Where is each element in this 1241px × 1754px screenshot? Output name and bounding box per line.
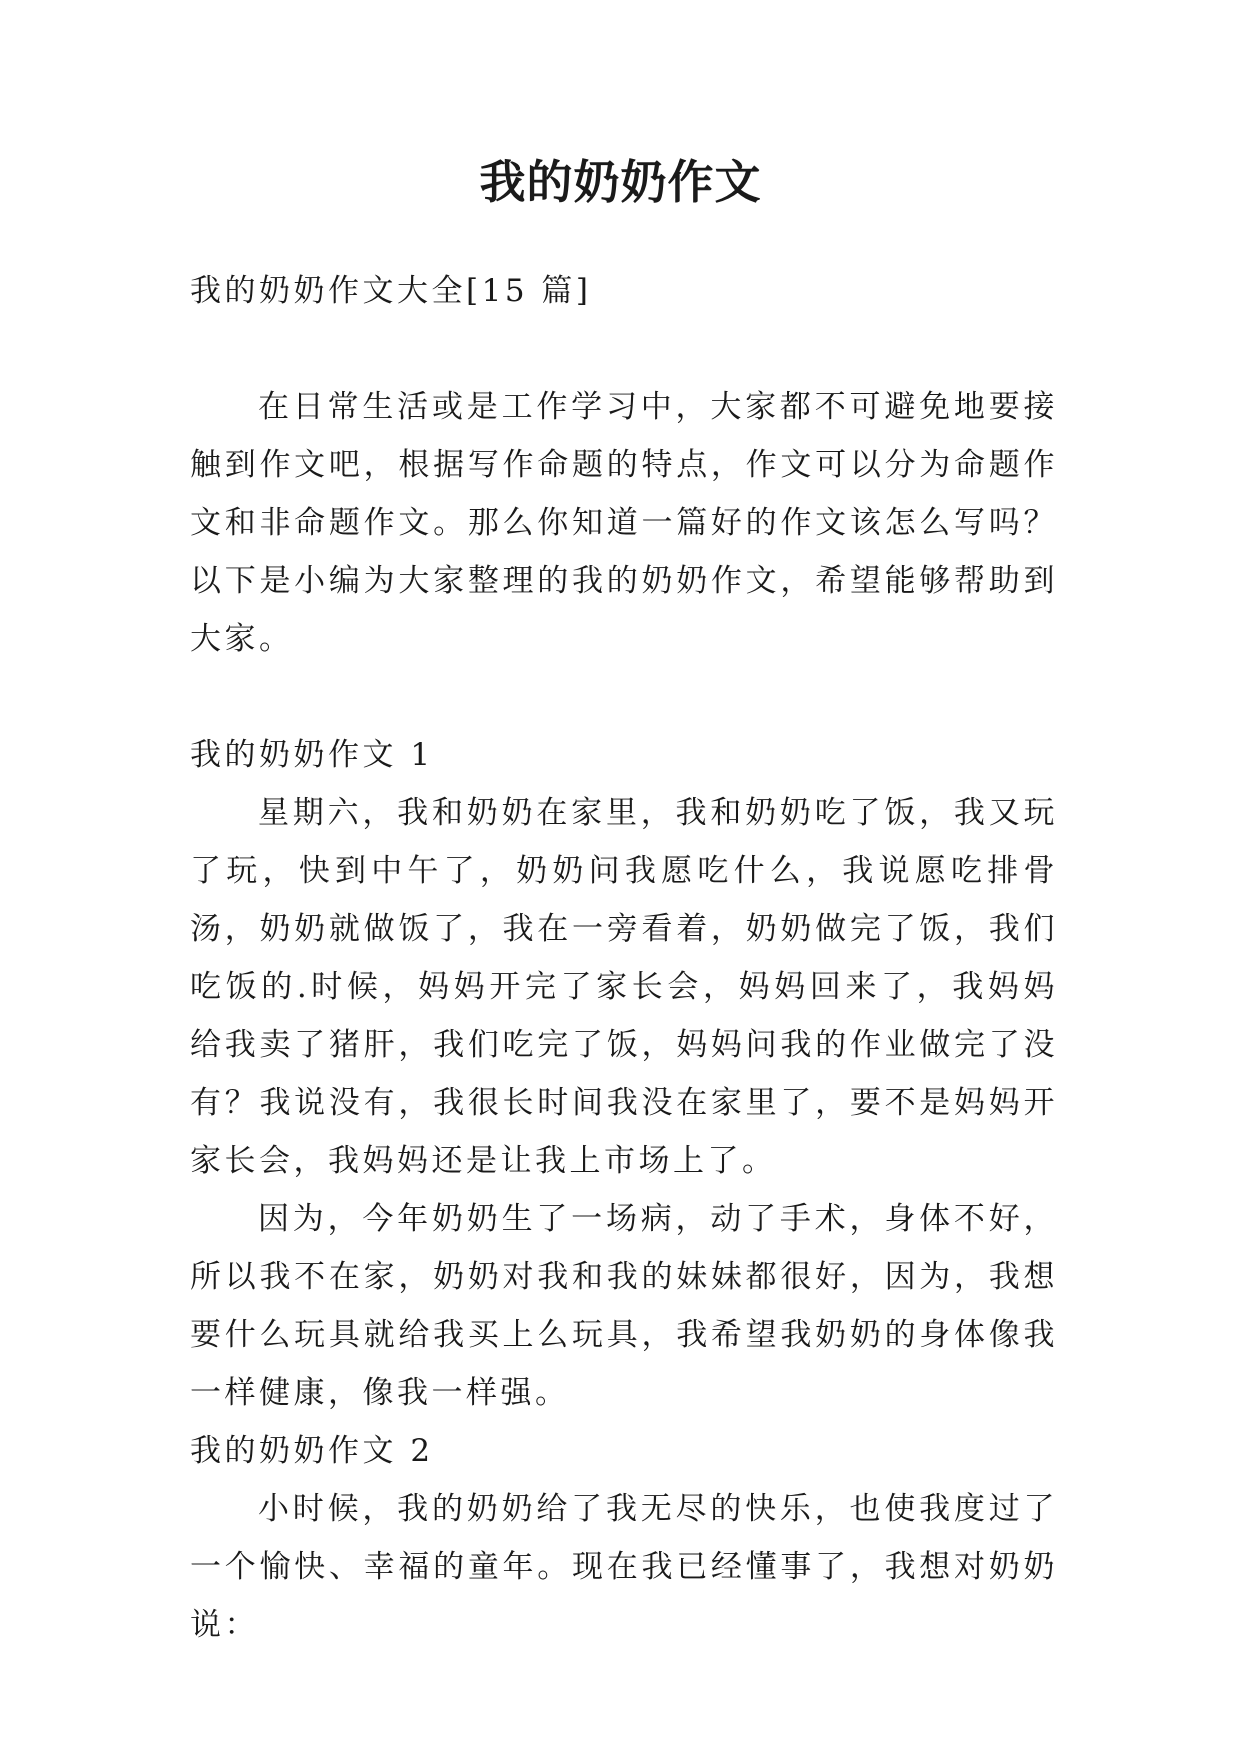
section-1-paragraph-2: 因为，今年奶奶生了一场病，动了手术，身体不好，所以我不在家，奶奶对我和我的妹妹都很好，因为，我想要什么玩具就给我买上么玩具，我希望我奶奶的身体像我一样健康，像我一样强。 <box>190 1201 1058 1411</box>
document-subtitle: 我的奶奶作文大全[15 篇] <box>190 273 592 309</box>
document-title: 我的奶奶作文 <box>479 155 762 209</box>
section-2-paragraph-1: 小时候，我的奶奶给了我无尽的快乐，也使我度过了一个愉快、幸福的童年。现在我已经懂事了，我想对奶奶说： <box>190 1491 1058 1643</box>
section-heading-2: 我的奶奶作文 2 <box>190 1433 434 1469</box>
intro-paragraph: 在日常生活或是工作学习中，大家都不可避免地要接触到作文吧，根据写作命题的特点，作文可以分为命题作文和非命题作文。那么你知道一篇好的作文该怎么写吗？以下是小编为大家整理的我的奶奶作文，希望能够帮助到大家。 <box>190 389 1058 657</box>
section-1-paragraph-1: 星期六，我和奶奶在家里，我和奶奶吃了饭，我又玩了玩，快到中午了，奶奶问我愿吃什么，我说愿吃排骨汤，奶奶就做饭了，我在一旁看着，奶奶做完了饭，我们吃饭的.时候，妈妈开完了家长会，妈妈回来了，我妈妈给我卖了猪肝，我们吃完了饭，妈妈问我的作业做完了没有？我说没有，我很长时间我没在家里了，要不是妈妈开家长会，我妈妈还是让我上市场上了。 <box>190 795 1058 1179</box>
document-body <box>190 262 1058 1654</box>
section-heading-1: 我的奶奶作文 1 <box>190 737 434 773</box>
